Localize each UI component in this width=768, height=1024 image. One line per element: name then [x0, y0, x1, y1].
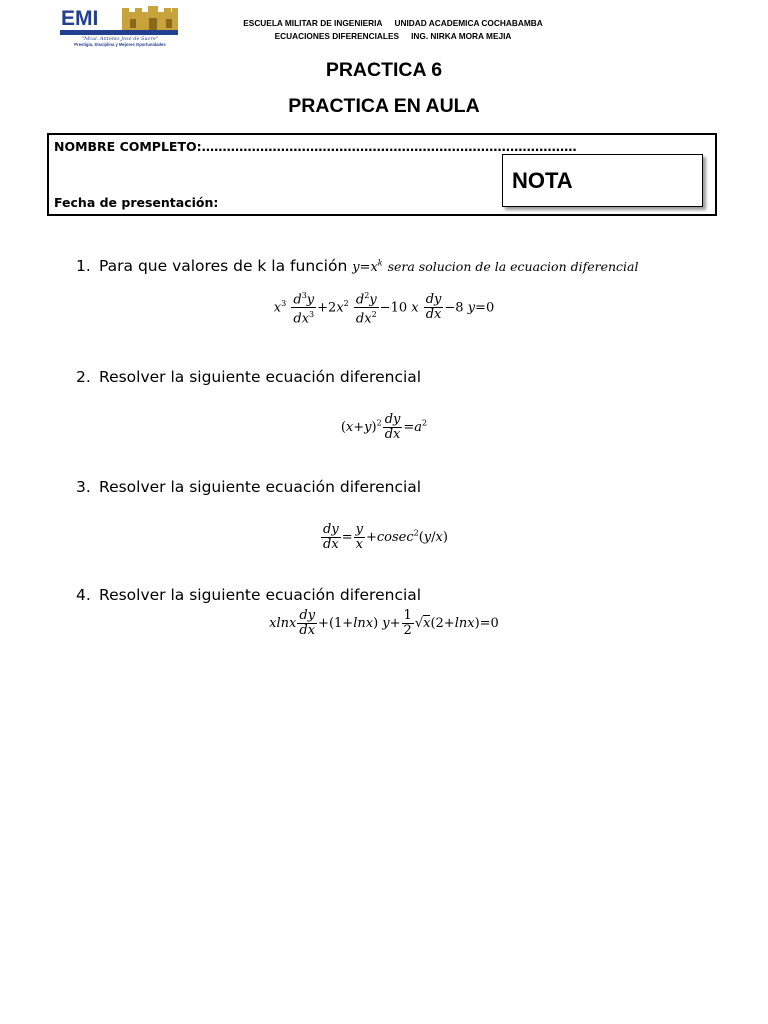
question-2 [76, 368, 421, 386]
question-tail: sera solucion de la ecuacion diferencial [387, 259, 639, 274]
school-name: ESCUELA MILITAR DE INGENIERIA [243, 18, 383, 28]
logo-text: EMI [61, 7, 99, 30]
equation-3: $\frac{dy}{dx}$ = $\frac{y}{x}$ +cosec$^2$(y/x) [323, 522, 448, 552]
question-text: Para que valores de k la función [99, 257, 348, 275]
question-number: 3. [76, 478, 91, 496]
question-number: 1. [76, 257, 91, 275]
grade-label: NOTA [512, 168, 573, 193]
submission-date-field[interactable]: Fecha de presentación: [54, 195, 219, 210]
practice-title: PRACTICA 6 [325, 59, 443, 81]
question-number: 4. [76, 586, 91, 604]
question-text: Resolver la siguiente ecuación diferencial [99, 586, 422, 604]
header-text [208, 17, 578, 43]
grade-box [502, 154, 703, 207]
equation-1: $x^3$ $\frac{d^3y}{dx^3}$ $+2x^2$ $\frac{d^2y}{dx^2}$ −10 x $\frac{dy}{dx}$ −8 y=0 [273, 291, 495, 327]
logo-motto: "Mcal. Antonio José de Sucre" [81, 36, 159, 42]
question-3 [76, 478, 421, 496]
student-info-box [47, 133, 717, 216]
question-text: Resolver la siguiente ecuación diferencial [99, 368, 422, 386]
emi-logo [58, 6, 182, 48]
course-name: ECUACIONES DIFERENCIALES [274, 31, 400, 41]
inline-equation: $y=x^k$ [352, 258, 383, 275]
question-number: 2. [76, 368, 91, 386]
equation-2: $(x+y)^2$ $\frac{dy}{dx}$ $=a^2$ [340, 412, 428, 442]
instructor-name: ING. NIRKA MORA MEJIA [411, 31, 512, 41]
page-header [58, 6, 718, 48]
question-text: Resolver la siguiente ecuación diferencial [99, 478, 422, 496]
equation-4: xlnx $\frac{dy}{dx}$ +(1+lnx) y+ $\frac{1}{2}$ √x(2+lnx)=0 [269, 608, 499, 638]
logo-subtitle: Prestigio, Disciplina y Mejores Oportunidades [74, 42, 166, 47]
academic-unit: UNIDAD ACADEMICA COCHABAMBA [394, 18, 543, 28]
question-4 [76, 586, 421, 604]
question-1 [76, 257, 639, 275]
practice-subtitle: PRACTICA EN AULA [288, 95, 480, 117]
full-name-field[interactable]: NOMBRE COMPLETO:……………………………………………………………………………… [54, 139, 577, 154]
